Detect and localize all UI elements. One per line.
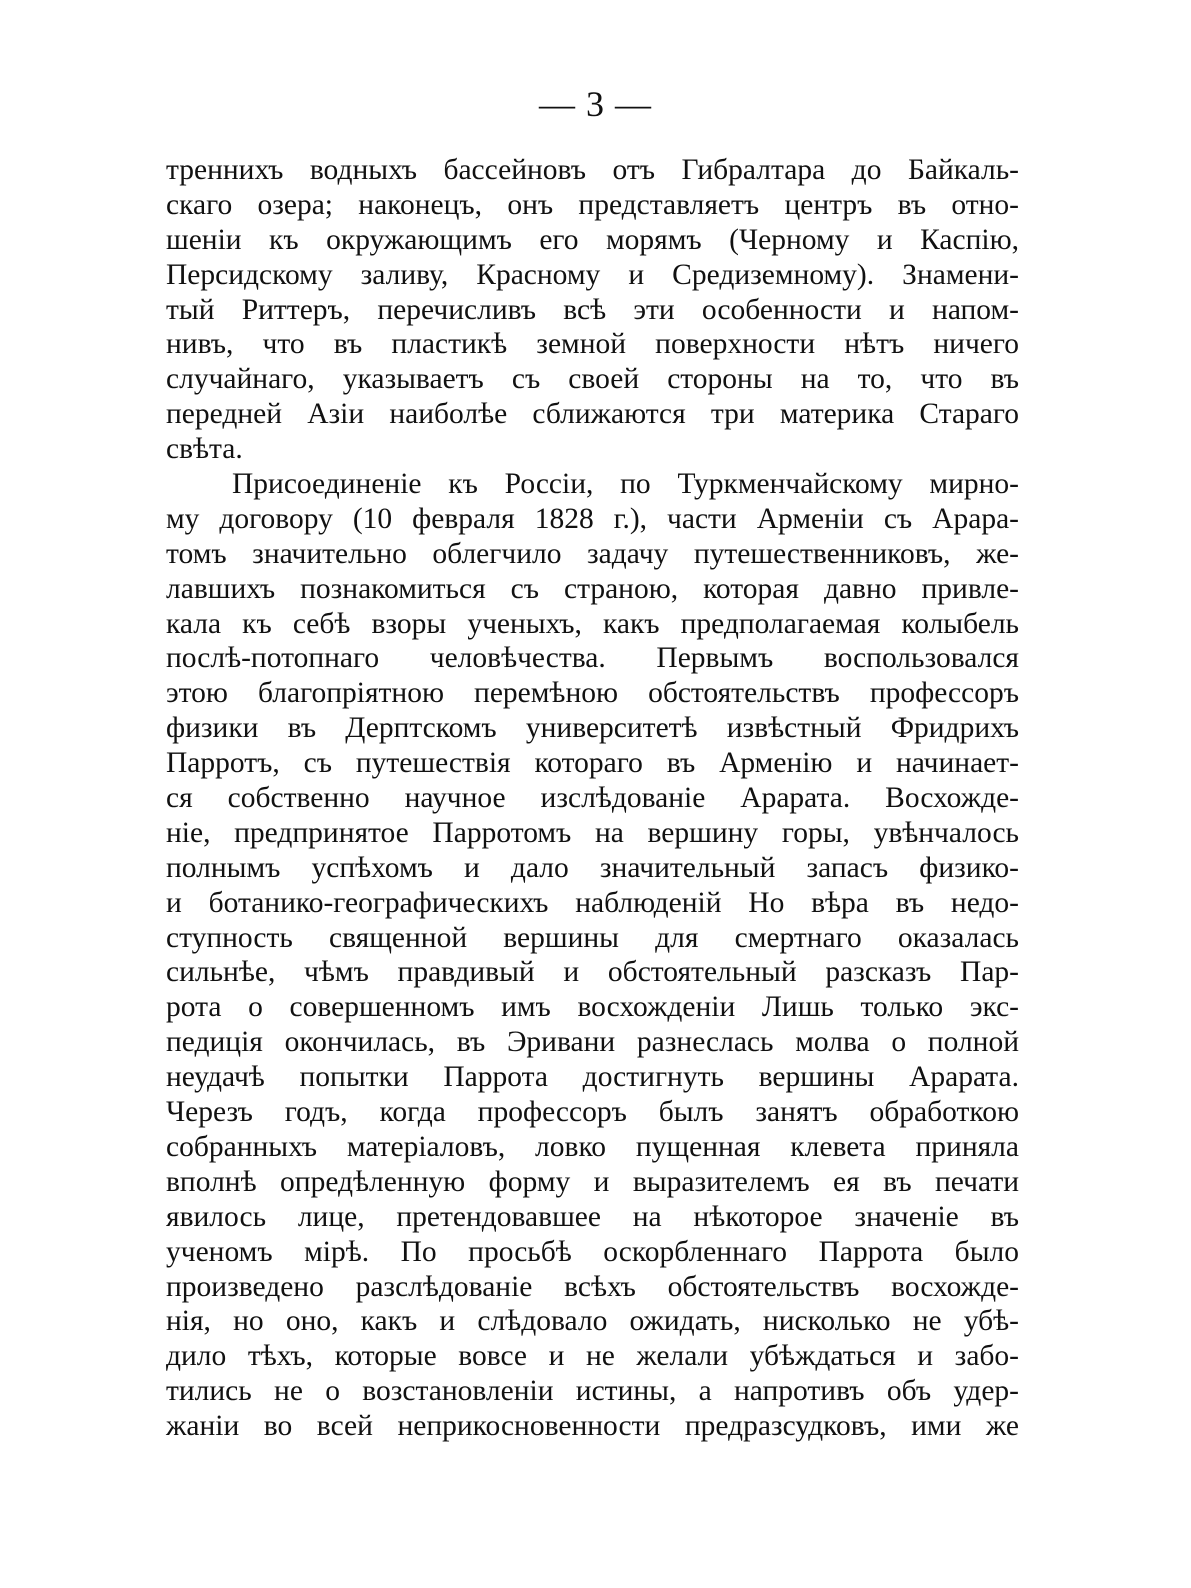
text-line: ся собственно научное изслѣдованіе Арарата. Восхожде- [166, 782, 1019, 815]
page-number: — 3 — [539, 84, 652, 124]
text-line: тились не о возстановленіи истины, а напротивъ объ удер- [166, 1375, 1019, 1408]
text-line: вполнѣ опредѣленную форму и выразителемъ ея въ печати [166, 1165, 1019, 1198]
text-line: явилось лице, претендовавшее на нѣкоторое значеніе въ [166, 1200, 1019, 1233]
text-line: Персидскому заливу, Красному и Средиземному). Знамени- [166, 258, 1019, 291]
text-line: собранныхъ матеріаловъ, ловко пущенная клевета приняла [166, 1130, 1019, 1163]
text-line: нивъ, что въ пластикѣ земной поверхности нѣтъ ничего [166, 328, 1019, 361]
body-text [166, 153, 1019, 1444]
text-line: му договору (10 февраля 1828 г.), части Арменіи съ Арара- [166, 502, 1019, 535]
text-line: кала къ себѣ взоры ученыхъ, какъ предполагаемая колыбель [166, 607, 1019, 640]
text-line: ступность священной вершины для смертнаго оказалась [166, 921, 1019, 954]
text-line: рота о совершенномъ имъ восхожденіи Лишь только экс- [166, 991, 1019, 1024]
text-line: лавшихъ познакомиться съ страною, которая давно привле- [166, 572, 1019, 605]
text-line: послѣ-потопнаго человѣчества. Первымъ воспользовался [166, 642, 1019, 675]
text-line: Парротъ, съ путешествія котораго въ Арменію и начинает- [166, 747, 1019, 780]
paragraph-start-line: Присоединеніе къ Россіи, по Туркменчайскому мирно- [232, 468, 1019, 501]
text-line: ученомъ мірѣ. По просьбѣ оскорбленнаго Паррота было [166, 1235, 1019, 1268]
text-line: треннихъ водныхъ бассейновъ отъ Гибралтара до Байкаль- [166, 154, 1019, 186]
text-line: полнымъ успѣхомъ и дало значительный запасъ физико- [166, 851, 1019, 884]
text-line: неудачѣ попытки Паррота достигнуть вершины Арарата. [166, 1061, 1019, 1094]
text-line: шеніи къ окружающимъ его морямъ (Черному и Каспію, [166, 223, 1019, 256]
text-line: этою благопріятною перемѣною обстоятельствъ профессоръ [166, 677, 1019, 710]
text-line: скаго озера; наконецъ, онъ представляетъ центръ въ отно- [166, 188, 1019, 221]
text-line: произведено разслѣдованіе всѣхъ обстоятельствъ восхожде- [166, 1270, 1019, 1303]
text-line: нія, но оно, какъ и слѣдовало ожидать, нисколько не убѣ- [166, 1305, 1019, 1338]
text-line: жаніи во всей неприкосновенности предразсудковъ, ими же [166, 1410, 1019, 1443]
text-line: передней Азіи наиболѣе сближаются три материка Стараго [166, 398, 1019, 431]
text-line: и ботанико-географическихъ наблюденій Но вѣра въ недо- [166, 886, 1019, 919]
text-line: ніе, предпринятое Парротомъ на вершину горы, увѣнчалось [166, 816, 1019, 849]
text-line: сильнѣе, чѣмъ правдивый и обстоятельный разсказъ Пар- [166, 956, 1019, 989]
text-line: случайнаго, указываетъ съ своей стороны на то, что въ [166, 363, 1019, 396]
text-line: томъ значительно облегчило задачу путешественниковъ, же- [166, 537, 1019, 570]
text-line: тый Риттеръ, перечисливъ всѣ эти особенности и напом- [166, 293, 1019, 326]
paragraph-end-line: свѣта. [166, 433, 243, 466]
text-line: дило тѣхъ, которые вовсе и не желали убѣждаться и забо- [166, 1340, 1019, 1373]
text-line: Черезъ годъ, когда профессоръ былъ занятъ обработкою [166, 1096, 1019, 1129]
text-line: физики въ Дерптскомъ университетѣ извѣстный Фридрихъ [166, 712, 1019, 745]
text-line: педиція окончилась, въ Эривани разнеслась молва о полной [166, 1026, 1019, 1059]
